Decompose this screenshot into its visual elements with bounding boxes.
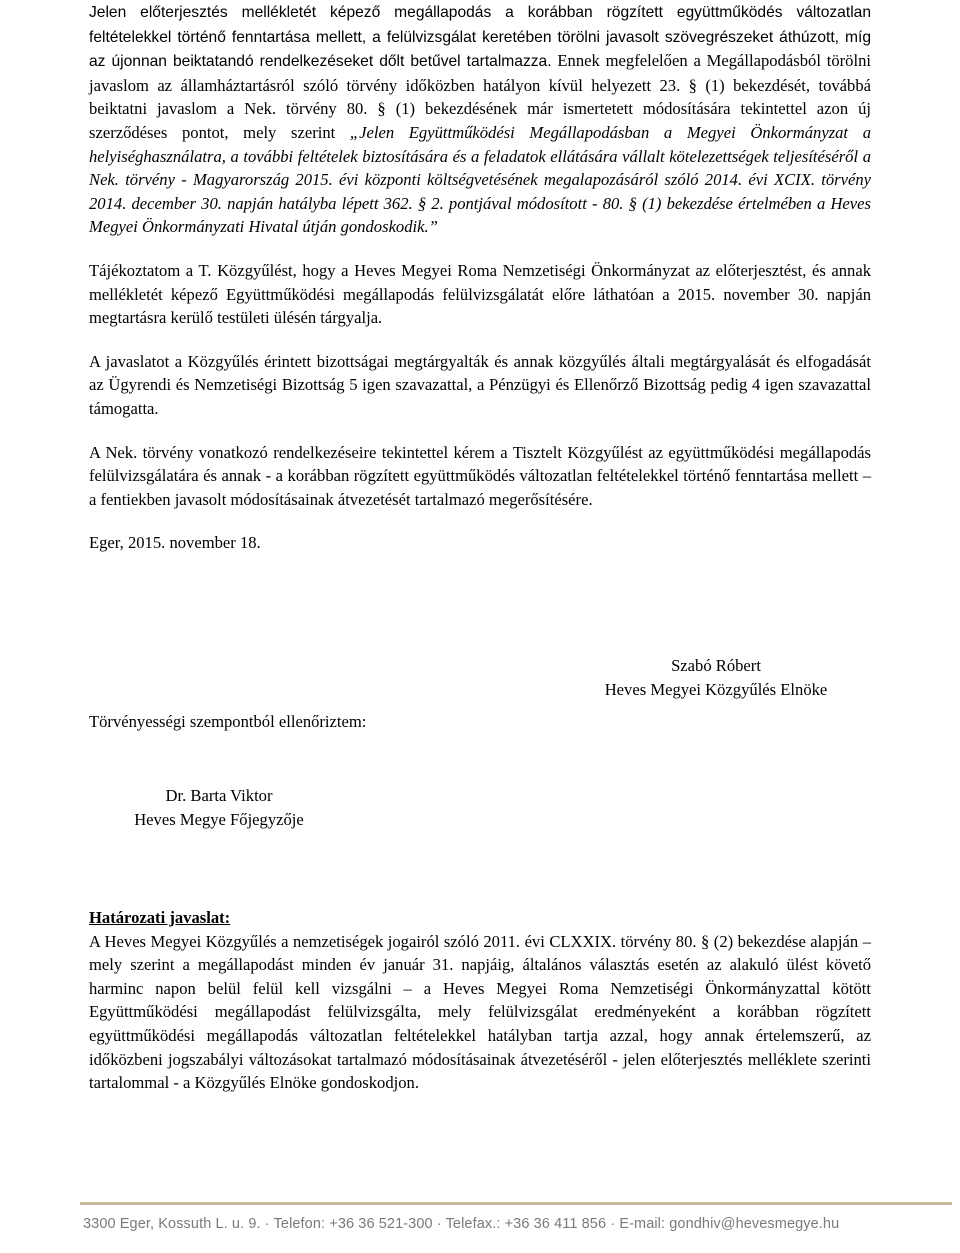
date-line: Eger, 2015. november 18. bbox=[89, 533, 261, 553]
committee-paragraph: A javaslatot a Közgyűlés érintett bizottságai megtárgyalták és annak közgyűlés általi megtárgyalását és elfogadását az Ügyrendi és Nemzetiségi Bizottság 5 igen szavazattal, a Pénzügyi és Ellenőrző Bizottság pedig 4 igen szavazattal támogatta. bbox=[89, 351, 871, 418]
intro-sans-text: Jelen előterjesztés mellékletét képező megállapodás a korábban rögzített együttműködés változatlan feltételekkel történő fenntartása mellett, a felülvizsgálat keretében törölni javasolt szövegrészeket áthúzott, míg az újonnan beiktatandó rendelkezéseket dőlt betűvel tartalmazza. bbox=[89, 4, 871, 71]
resolution-title: Határozati javaslat: bbox=[89, 908, 231, 927]
footer-contact: 3300 Eger, Kossuth L. u. 9. · Telefon: +36 36 521-300 · Telefax.: +36 36 411 856 · E-mail: gondhiv@hevesmegye.hu bbox=[83, 1216, 840, 1232]
intro-serif-text: Ennek megfelelően a Megállapodásból törölni javaslom az államháztartásról szóló törvény időközben hatályon kívül helyezett 23. § (1) bekezdését, továbbá beiktatni javaslom a Nek. törvény 80. § (1) bekezdésének már ismertetett módosítására tekintettel azon új szerződéses pontot, mely szerint bbox=[89, 51, 871, 142]
intro-italic-quote: „Jelen Együttműködési Megállapodásban a Megyei Önkormányzat a helyiséghasználatra, a további feltételek biztosítására és a feladatok ellátására vállalt kötelezettségek teljesítéséről a Nek. törvény - Magyarország 2015. évi központi költségvetésének megalapozásáról szóló 2014. évi XCIX. törvény 2014. december 30. napján hatályba lépett 362. § 2. pontjával módosított - 80. § (1) bekezdése értelmében a Heves Megyei Önkormányzati Hivatal útján gondoskodik.” bbox=[89, 122, 871, 237]
signatory-block bbox=[561, 654, 871, 701]
intro-paragraph bbox=[89, 0, 871, 239]
info-paragraph: Tájékoztatom a T. Közgyűlést, hogy a Heves Megyei Roma Nemzetiségi Önkormányzat az előterjesztést, és annak mellékletét képező Együttműködési megállapodás felülvizsgálatát előre láthatóan a 2015. november 30. napján megtartásra kerülő testületi ülésén tárgyalja. bbox=[89, 260, 871, 328]
notary-name: Dr. Barta Viktor bbox=[165, 786, 273, 805]
signatory-title: Heves Megyei Közgyűlés Elnöke bbox=[604, 679, 828, 699]
notary-block bbox=[113, 784, 325, 831]
document-page bbox=[89, 0, 871, 1093]
signatory-name: Szabó Róbert bbox=[671, 656, 761, 675]
resolution-text: A Heves Megyei Közgyűlés a nemzetiségek jogairól szóló 2011. évi CLXXIX. törvény 80. § (2) bekezdése alapján – mely szerint a megállapodást minden év január 31. napjáig, általános választás esetén az alakuló ülést követő harminc napon belül felül kell vizsgálni – a Heves Megyei Roma Nemzetiségi Önkormányzattal kötött Együttműködési megállapodást felülvizsgálta, mely felülvizsgálat eredményeként a korábban rögzített együttműködési megállapodás változatlan feltételekkel hatályban tartja azzal, hogy annak értelemszerű, az időközbeni jogszabályi változásokat tartalmazó módosításainak átvezetéséről - jelen előterjesztés melléklete szerinti tartalommal - a Közgyűlés Elnöke gondoskodjon. bbox=[89, 931, 871, 1093]
footer-divider bbox=[80, 1202, 952, 1205]
resolution-section bbox=[89, 906, 871, 1095]
notary-title: Heves Megye Főjegyzője bbox=[134, 809, 304, 829]
request-paragraph: A Nek. törvény vonatkozó rendelkezéseire tekintettel kérem a Tisztelt Közgyűlést az együttműködési megállapodás felülvizsgálatára és annak - a korábban rögzített együttműködés változatlan feltételekkel történő fenntartása mellett – a fentiekben javasolt módosításainak átvezetését tartalmazó megerősítésére. bbox=[89, 442, 871, 509]
legal-check-label: Törvényességi szempontból ellenőriztem: bbox=[89, 712, 367, 731]
